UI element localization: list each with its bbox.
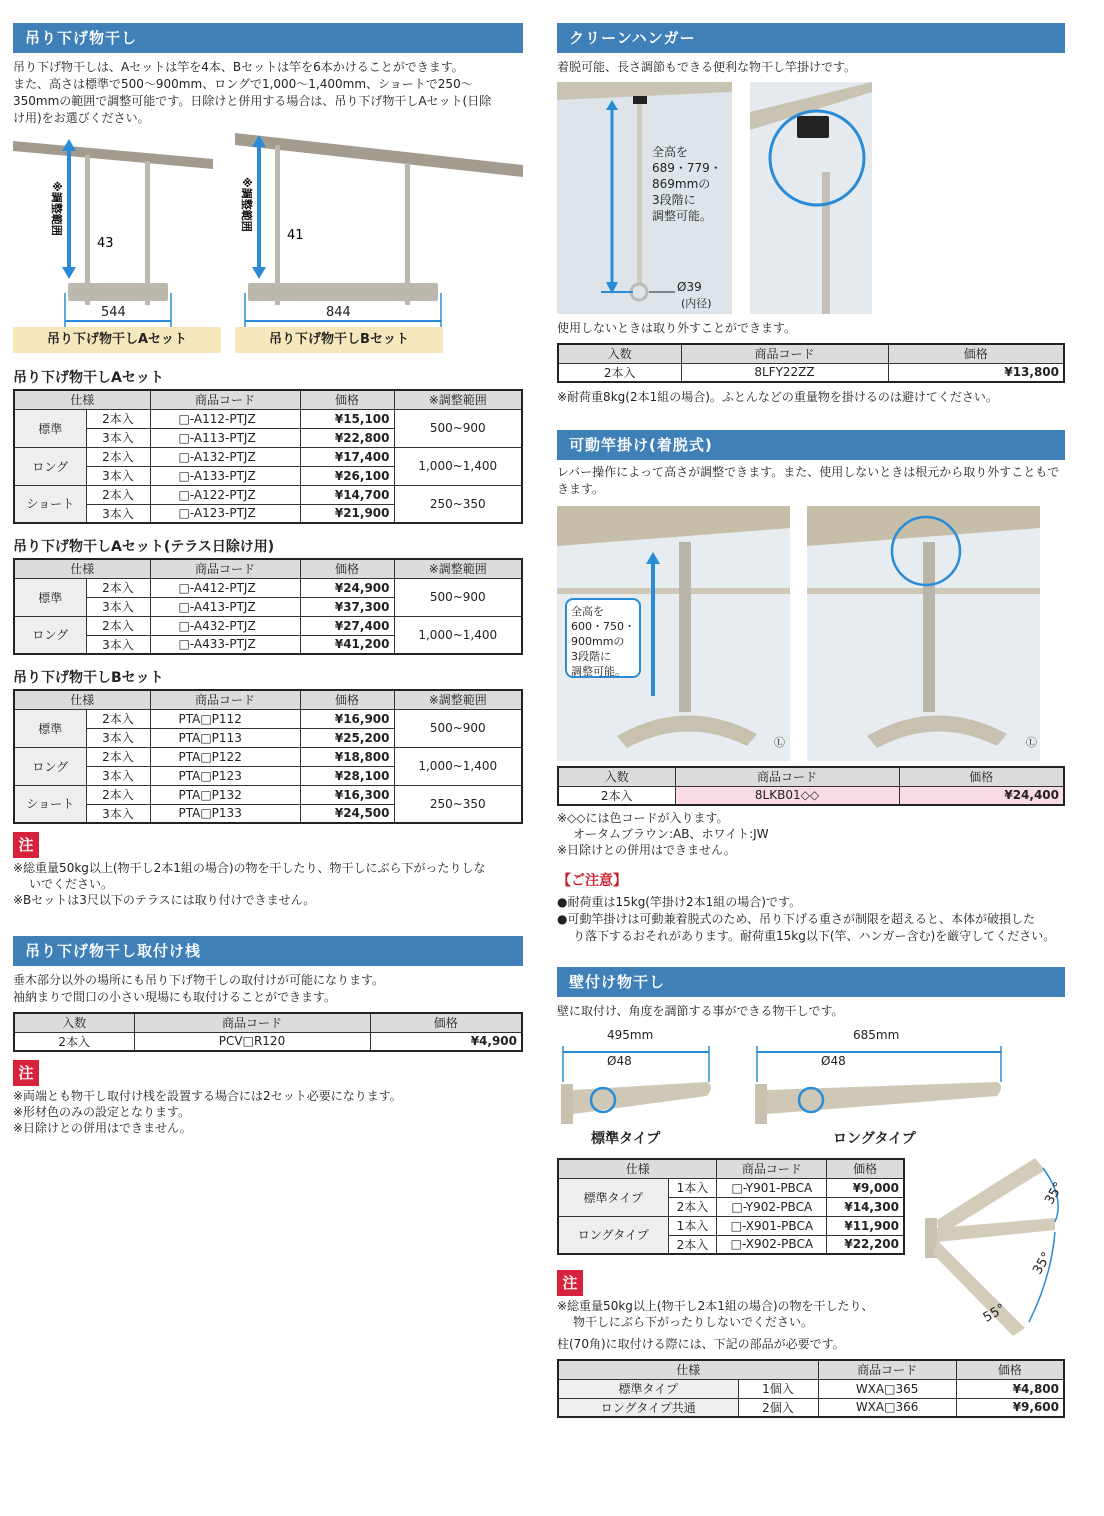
note-badge: 注 (13, 1060, 39, 1086)
cell: □-A122-PTJZ (150, 485, 300, 504)
cell: WXA□365 (818, 1379, 956, 1398)
table-row (14, 485, 522, 504)
cell-price: ¥18,800 (300, 747, 394, 766)
mark-l: Ⓛ (1026, 736, 1037, 749)
fig-label: 全高を (652, 145, 689, 159)
cell-range: 1,000~1,400 (394, 747, 522, 785)
cell-price: ¥14,300 (827, 1197, 904, 1216)
cell: 2本入 (14, 1032, 134, 1051)
col-header: 仕様 (14, 390, 150, 409)
desc-line: きます。 (557, 482, 605, 496)
cell: 3本入 (86, 804, 150, 823)
cell-spec: 標準 (14, 709, 86, 747)
cell-spec: ロング (14, 447, 86, 485)
cell-range: 500~900 (394, 578, 522, 616)
cell: PTA□P133 (150, 804, 300, 823)
cell-price: ¥22,800 (300, 428, 394, 447)
cell: □-A413-PTJZ (150, 597, 300, 616)
cell-price: ¥24,500 (300, 804, 394, 823)
cell-range: 500~900 (394, 709, 522, 747)
width-label-a: 544 (101, 305, 126, 320)
cell: □-A133-PTJZ (150, 466, 300, 485)
cell: 1本入 (668, 1216, 717, 1235)
diameter-long: Ø48 (821, 1054, 846, 1068)
note-line: ※日除けとの併用はできません。 (557, 843, 736, 857)
cell-price: ¥9,600 (956, 1398, 1064, 1417)
desc-line: け用)をお選びください。 (13, 111, 150, 125)
section-title-clean-hanger: クリーンハンガー (557, 23, 1065, 53)
cell: 3本入 (86, 428, 150, 447)
cell-price: ¥16,900 (300, 709, 394, 728)
width-long: 685mm (853, 1028, 900, 1042)
desc-line: 垂木部分以外の場所にも吊り下げ物干しの取付けが可能になります。 (13, 973, 385, 987)
angle-label: 35° (1042, 1179, 1067, 1208)
price-table-set-a (13, 389, 523, 524)
cell-price: ¥24,400 (899, 786, 1064, 805)
cell-spec: 標準タイプ (558, 1178, 668, 1216)
price-table-wall-dryer (557, 1158, 905, 1255)
cell: 2本入 (668, 1197, 717, 1216)
cell: 2個入 (738, 1398, 818, 1417)
cell: □-A412-PTJZ (150, 578, 300, 597)
hanger-a (68, 283, 168, 301)
cell: □-A112-PTJZ (150, 409, 300, 428)
col-header: 入数 (558, 767, 675, 786)
cell-price: ¥9,000 (827, 1178, 904, 1197)
cell-range: 250~350 (394, 485, 522, 523)
right-column (557, 0, 1065, 1418)
note-line: オータムブラウン:AB、ホワイト:JW (573, 827, 769, 841)
table-row (14, 447, 522, 466)
cell: PCV□R120 (134, 1032, 370, 1051)
hanging-dryer-description (13, 59, 523, 127)
cell: PTA□P113 (150, 728, 300, 747)
cell: 3本入 (86, 597, 150, 616)
price-table-terrace (13, 558, 523, 655)
cell: 3本入 (86, 728, 150, 747)
desc-line: 350mmの範囲で調整可能です。日除けと併用する場合は、吊り下げ物干しAセット(日除 (13, 94, 492, 108)
col-header: 価格 (300, 390, 394, 409)
caution-line: ●耐荷重は15kg(竿掛け2本1組の場合)です。 (557, 895, 801, 909)
cell-price: ¥14,700 (300, 485, 394, 504)
hanging-dryer-figures (13, 127, 523, 357)
col-header: 仕様 (14, 559, 150, 578)
col-header: 価格 (827, 1159, 904, 1178)
cell: □-Y902-PBCA (717, 1197, 827, 1216)
price-table (13, 558, 523, 655)
col-header: 入数 (558, 344, 681, 363)
cell-range: 1,000~1,400 (394, 616, 522, 654)
cell-spec: ショート (14, 785, 86, 823)
col-header: ※調整範囲 (394, 559, 522, 578)
note-line: いでください。 (29, 877, 114, 891)
cell: 2本入 (668, 1235, 717, 1254)
cell: □-A123-PTJZ (150, 504, 300, 523)
cell: 2本入 (86, 785, 150, 804)
desc-line: 袖納まりで間口の小さい現場にも取付けることができます。 (13, 990, 337, 1004)
caption-standard: 標準タイプ (591, 1131, 661, 1147)
col-header: ※調整範囲 (394, 390, 522, 409)
fig-label: 3段階に (571, 650, 611, 663)
cell: WXA□366 (818, 1398, 956, 1417)
cell-spec: ロング (14, 616, 86, 654)
load-note: ※耐荷重8kg(2本1組の場合)。ふとんなどの重量物を掛けるのは避けてください。 (557, 390, 998, 404)
section-title-wall-dryer: 壁付け物干し (557, 967, 1065, 997)
col-header: 仕様 (558, 1159, 717, 1178)
desc-line: レバー操作によって高さが調整できます。また、使用しないときは根元から取り外すこともで (557, 465, 1060, 479)
cell: □-A132-PTJZ (150, 447, 300, 466)
cell: 1個入 (738, 1379, 818, 1398)
fig-label: 全高を (571, 605, 604, 618)
fig-label: 3段階に (652, 193, 696, 207)
note-line: ※◇◇には色コードが入ります。 (557, 811, 729, 825)
cell-price: ¥16,300 (300, 785, 394, 804)
table-row (14, 578, 522, 597)
cell-price: ¥41,200 (300, 635, 394, 654)
cell-price: ¥27,400 (300, 616, 394, 635)
note-line: ※総重量50kg以上(物干し2本1組の場合)の物を干したり、 (557, 1299, 874, 1313)
table-row (14, 785, 522, 804)
col-header: 価格 (888, 344, 1064, 363)
cell: 2本入 (86, 616, 150, 635)
col-header: 商品コード (717, 1159, 827, 1178)
col-header: ※調整範囲 (394, 690, 522, 709)
col-header: 仕様 (558, 1360, 818, 1379)
col-header: 商品コード (818, 1360, 956, 1379)
cell: 2本入 (86, 409, 150, 428)
price-table-set-b (13, 689, 523, 824)
cell-price: ¥11,900 (827, 1216, 904, 1235)
cell: □-A432-PTJZ (150, 616, 300, 635)
note-block-2 (13, 1060, 523, 1136)
cell: 2本入 (86, 578, 150, 597)
section-title-mount-rail: 吊り下げ物干し取付け桟 (13, 936, 523, 966)
rafter-a (13, 141, 213, 169)
cell: □-X901-PBCA (717, 1216, 827, 1235)
cell-price: ¥28,100 (300, 766, 394, 785)
col-header: 商品コード (675, 767, 899, 786)
table-row (14, 709, 522, 728)
clean-hanger-diagram (557, 82, 1065, 314)
note-line: ※日除けとの併用はできません。 (13, 1121, 192, 1135)
cell-range: 1,000~1,400 (394, 447, 522, 485)
col-header: 価格 (370, 1013, 522, 1032)
caution-line: ●可動竿掛けは可動兼着脱式のため、吊り下げる重さが制限を超えると、本体が破損した (557, 912, 1035, 926)
note-block-1 (13, 832, 523, 908)
cell: 3本入 (86, 466, 150, 485)
cell-spec: 標準 (14, 578, 86, 616)
cell-price: ¥13,800 (888, 363, 1064, 382)
width-standard: 495mm (607, 1028, 654, 1042)
cell: 3本入 (86, 635, 150, 654)
pitch-label-a: 43 (97, 236, 114, 251)
price-table-clean-hanger (557, 343, 1065, 383)
cell-price: ¥21,900 (300, 504, 394, 523)
cell: □-Y901-PBCA (717, 1178, 827, 1197)
cell-range: 250~350 (394, 785, 522, 823)
col-header: 価格 (300, 559, 394, 578)
table-title-terrace: 吊り下げ物干しAセット(テラス日除け用) (13, 539, 275, 555)
cell: 2本入 (86, 485, 150, 504)
cell-price: ¥15,100 (300, 409, 394, 428)
col-header: 価格 (956, 1360, 1064, 1379)
diameter-label: Ø39 (677, 280, 702, 294)
col-header: 商品コード (150, 390, 300, 409)
cell-price: ¥25,200 (300, 728, 394, 747)
table-title-set-b: 吊り下げ物干しBセット (13, 670, 164, 686)
fig-label: 869mmの (652, 177, 711, 191)
cell: 8LFY22ZZ (681, 363, 888, 382)
cell: 8LKB01◇◇ (675, 786, 899, 805)
cell: PTA□P112 (150, 709, 300, 728)
hanger-b (248, 283, 438, 301)
note-line: ※形材色のみの設定となります。 (13, 1105, 191, 1119)
price-table (13, 389, 523, 524)
clean-hanger-description: 着脱可能、長さ調節もできる便利な物干し竿掛けです。 (557, 60, 857, 74)
left-column (13, 0, 523, 1136)
cell: 2本入 (86, 747, 150, 766)
cell: 3本入 (86, 766, 150, 785)
table-title-set-a: 吊り下げ物干しAセット (13, 370, 164, 386)
caption-set-b: 吊り下げ物干しBセット (235, 327, 443, 353)
set-a-b-diagram (13, 133, 523, 333)
pitch-label-b: 41 (287, 228, 304, 243)
table-row (14, 616, 522, 635)
col-header: 商品コード (150, 690, 300, 709)
cell-price: ¥26,100 (300, 466, 394, 485)
wall-dryer-description: 壁に取付け、角度を調節する事ができる物干しです。 (557, 1004, 844, 1018)
note-line: ※Bセットは3尺以下のテラスには取り付けできません。 (13, 893, 316, 907)
pole-b1 (275, 145, 280, 305)
cell-spec: ロング (14, 747, 86, 785)
cell: 2本入 (558, 363, 681, 382)
price-table-mount-rail (13, 1012, 523, 1052)
cell: □-A433-PTJZ (150, 635, 300, 654)
movable-hook-figures (557, 506, 1065, 766)
clean-hanger-figures (557, 82, 1065, 320)
mark-l: Ⓛ (774, 736, 785, 749)
price-table-movable-hook (557, 766, 1065, 806)
cell-price: ¥24,900 (300, 578, 394, 597)
range-label-a: ※調整範囲 (50, 181, 63, 236)
wall-dryer-diagram (557, 1042, 1065, 1142)
col-header: 商品コード (681, 344, 888, 363)
fig-label: 689・779・ (652, 161, 722, 175)
range-label-b: ※調整範囲 (240, 177, 253, 232)
diameter-standard: Ø48 (607, 1054, 632, 1068)
cell-price: ¥4,800 (956, 1379, 1064, 1398)
cell: □-X902-PBCA (717, 1235, 827, 1254)
movable-pole-1 (679, 542, 691, 712)
col-header: 商品コード (150, 559, 300, 578)
cell-range: 500~900 (394, 409, 522, 447)
cell: PTA□P132 (150, 785, 300, 804)
desc-line: 吊り下げ物干しは、Aセットは竿を4本、Bセットは竿を6本かけることができます。 (13, 60, 464, 74)
note-line: 物干しにぶら下がったりしないでください。 (573, 1315, 814, 1329)
cell-price: ¥4,900 (370, 1032, 522, 1051)
cell-spec: 標準タイプ (558, 1379, 738, 1398)
note-block-3 (557, 1270, 917, 1330)
wall-dryer-figures (557, 1028, 1065, 1158)
cell-price: ¥37,300 (300, 597, 394, 616)
price-table (13, 689, 523, 824)
cell-price: ¥17,400 (300, 447, 394, 466)
cell: PTA□P123 (150, 766, 300, 785)
caption-long: ロングタイプ (833, 1131, 916, 1147)
cell-spec: ショート (14, 485, 86, 523)
cell-spec: 標準 (14, 409, 86, 447)
fig-label: 調整可能。 (652, 209, 713, 223)
wall-dryer-table-area (557, 1158, 1065, 1338)
hanger-clip (797, 116, 829, 138)
angle-label: 55° (980, 1301, 1009, 1326)
desc-line: また、高さは標準で500〜900mm、ロングで1,000〜1,400mm、ショートで250〜 (13, 77, 473, 91)
fig-label: 600・750・ (571, 620, 635, 633)
note-badge: 注 (557, 1270, 583, 1296)
movable-pole-2 (923, 542, 935, 712)
cell: □-A113-PTJZ (150, 428, 300, 447)
hanger-pole (637, 104, 642, 284)
col-header: 入数 (14, 1013, 134, 1032)
col-header: 商品コード (134, 1013, 370, 1032)
width-label-b: 844 (326, 305, 351, 320)
cell: PTA□P122 (150, 747, 300, 766)
fig-label: 調整可能。 (571, 665, 626, 678)
table-row (14, 747, 522, 766)
cell: 3本入 (86, 504, 150, 523)
pole-a1 (85, 155, 90, 305)
cell: 2本入 (558, 786, 675, 805)
col-header: 価格 (899, 767, 1064, 786)
section-title-movable-hook: 可動竿掛け(着脱式) (557, 430, 1065, 460)
caption-set-a: 吊り下げ物干しAセット (13, 327, 221, 353)
section-title-hanging-dryer: 吊り下げ物干し (13, 23, 523, 53)
cell: 2本入 (86, 447, 150, 466)
cell-spec: ロングタイプ (558, 1216, 668, 1254)
cell-price: ¥22,200 (827, 1235, 904, 1254)
price-table-pillar-parts (557, 1359, 1065, 1418)
note-line: ※両端とも物干し取付け桟を設置する場合には2セット必要になります。 (13, 1089, 402, 1103)
col-header: 仕様 (14, 690, 150, 709)
inner-diameter-label: (内径) (681, 297, 712, 310)
col-header: 価格 (300, 690, 394, 709)
caution-line: り落下するおそれがあります。耐荷重15kg以下(竿、ハンガー含む)を厳守してください。 (573, 929, 1056, 943)
angle-label: 35° (1030, 1249, 1055, 1278)
cell-spec: ロングタイプ共通 (558, 1398, 738, 1417)
pillar-parts-note: 柱(70角)に取付ける際には、下記の部品が必要です。 (557, 1337, 845, 1351)
fig-label: 900mmの (571, 635, 625, 648)
cell: 1本入 (668, 1178, 717, 1197)
height-callout (565, 598, 641, 678)
note-line: ※総重量50kg以上(物干し2本1組の場合)の物を干したり、物干しにぶら下がったりしな (13, 861, 486, 875)
table-row (14, 409, 522, 428)
clean-hanger-note: 使用しないときは取り外すことができます。 (557, 321, 797, 335)
caution-heading: 【ご注意】 (557, 873, 627, 889)
cell: 2本入 (86, 709, 150, 728)
note-badge: 注 (13, 832, 39, 858)
